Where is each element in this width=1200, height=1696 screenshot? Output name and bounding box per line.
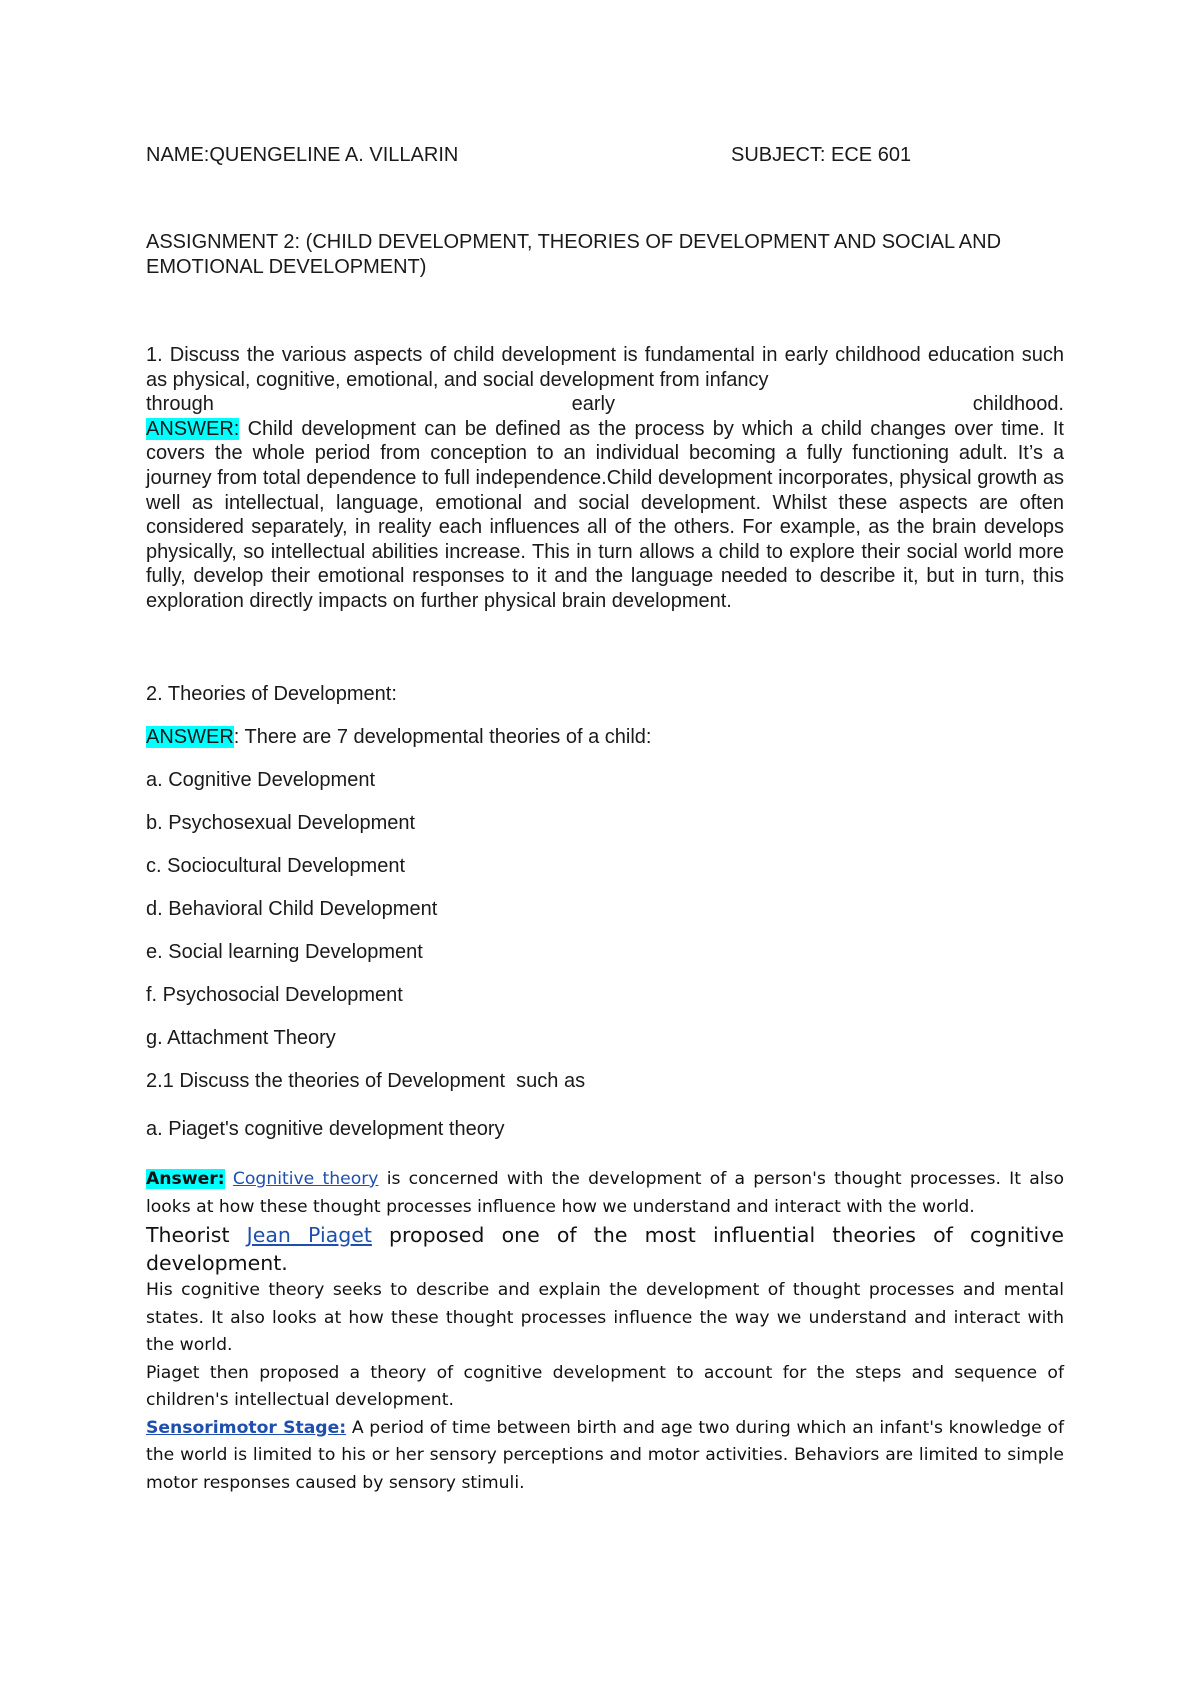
answer-label: ANSWER:	[146, 417, 240, 440]
answer-2-line	[146, 725, 651, 749]
assignment-title: ASSIGNMENT 2: (CHILD DEVELOPMENT, THEORIES OF DEVELOPMENT AND SOCIAL AND EMOTIONAL DEVELOPMENT)	[146, 231, 1002, 278]
theory-item: a. Cognitive Development	[146, 769, 376, 791]
theorist-text-b: proposed one of the most influential theories of cognitive development.	[146, 1223, 1064, 1275]
answer-block	[146, 1166, 1064, 1497]
theory-item: b. Psychosexual Development	[146, 812, 416, 834]
student-name: NAME:QUENGELINE A. VILLARIN	[146, 144, 459, 166]
theory-item: f. Psychosocial Development	[146, 984, 403, 1006]
answer-1-text: Child development can be defined as the process by which a child changes over time. It covers the whole period from conception to an individual becoming a fully functioning adult. It’s a journey from total dependence to full independence.Child development incorporates, physical growth as well as intellectual, language, emotional and social development. Whilst these aspects are often considered separately, in reality each influences all of the others. For example, as the brain develops physically, so intellectual abilities increase. This in turn allows a child to explore their social world more fully, develop their emotional responses to it and the language needed to describe it, but in turn, this exploration directly impacts on further physical brain development.	[146, 417, 1064, 612]
theorist-text-a: Theorist	[146, 1223, 247, 1247]
answer-block-label: Answer:	[146, 1169, 225, 1189]
theory-item: c. Sociocultural Development	[146, 855, 406, 877]
answer-paragraph-2: His cognitive theory seeks to describe and explain the development of thought processes and mental states. It also looks at how these thought processes influence the way we understand and interact with the world.	[146, 1280, 1064, 1355]
question-2-heading: 2. Theories of Development:	[146, 683, 397, 705]
sub-question-item: a. Piaget's cognitive development theory	[146, 1118, 505, 1140]
answer-paragraph-1-text: is concerned with the development of a person's thought processes. It also looks at how these thought processes influence how we understand and interact with the world.	[146, 1169, 1065, 1217]
theory-item: d. Behavioral Child Development	[146, 898, 438, 920]
answer-paragraph-1	[146, 1166, 1064, 1221]
theory-item: g. Attachment Theory	[146, 1027, 336, 1049]
question-1-text: 1. Discuss the various aspects of child development is fundamental in early childhood education such as physical, cognitive, emotional, and social development from infancy	[146, 344, 1064, 391]
sensorimotor-text: A period of time between birth and age two during which an infant's knowledge of the world is limited to his or her sensory perceptions and motor activities. Behaviors are limited to simple motor responses caused by sensory stimuli.	[146, 1417, 1065, 1493]
document-header	[146, 144, 1146, 167]
theory-item: e. Social learning Development	[146, 941, 423, 963]
answer-2-label: ANSWER	[146, 726, 234, 748]
cognitive-theory-link[interactable]: Cognitive theory	[232, 1169, 379, 1189]
sensorimotor-stage-link[interactable]: Sensorimotor Stage:	[146, 1417, 347, 1438]
question-1-block	[146, 343, 1064, 614]
sensorimotor-paragraph	[146, 1415, 1064, 1498]
subject-label: SUBJECT: ECE 601	[731, 144, 912, 166]
sub-question-heading: 2.1 Discuss the theories of Development such as	[146, 1070, 586, 1092]
answer-2-text: : There are 7 developmental theories of a child:	[233, 726, 652, 748]
answer-paragraph-3: Piaget then proposed a theory of cognitive development to account for the steps and sequence of children's intellectual development.	[146, 1362, 1064, 1410]
question-1-text-end: through early childhood.	[146, 393, 1064, 416]
theorist-paragraph	[146, 1221, 1064, 1277]
jean-piaget-link[interactable]: Jean Piaget	[246, 1223, 372, 1247]
